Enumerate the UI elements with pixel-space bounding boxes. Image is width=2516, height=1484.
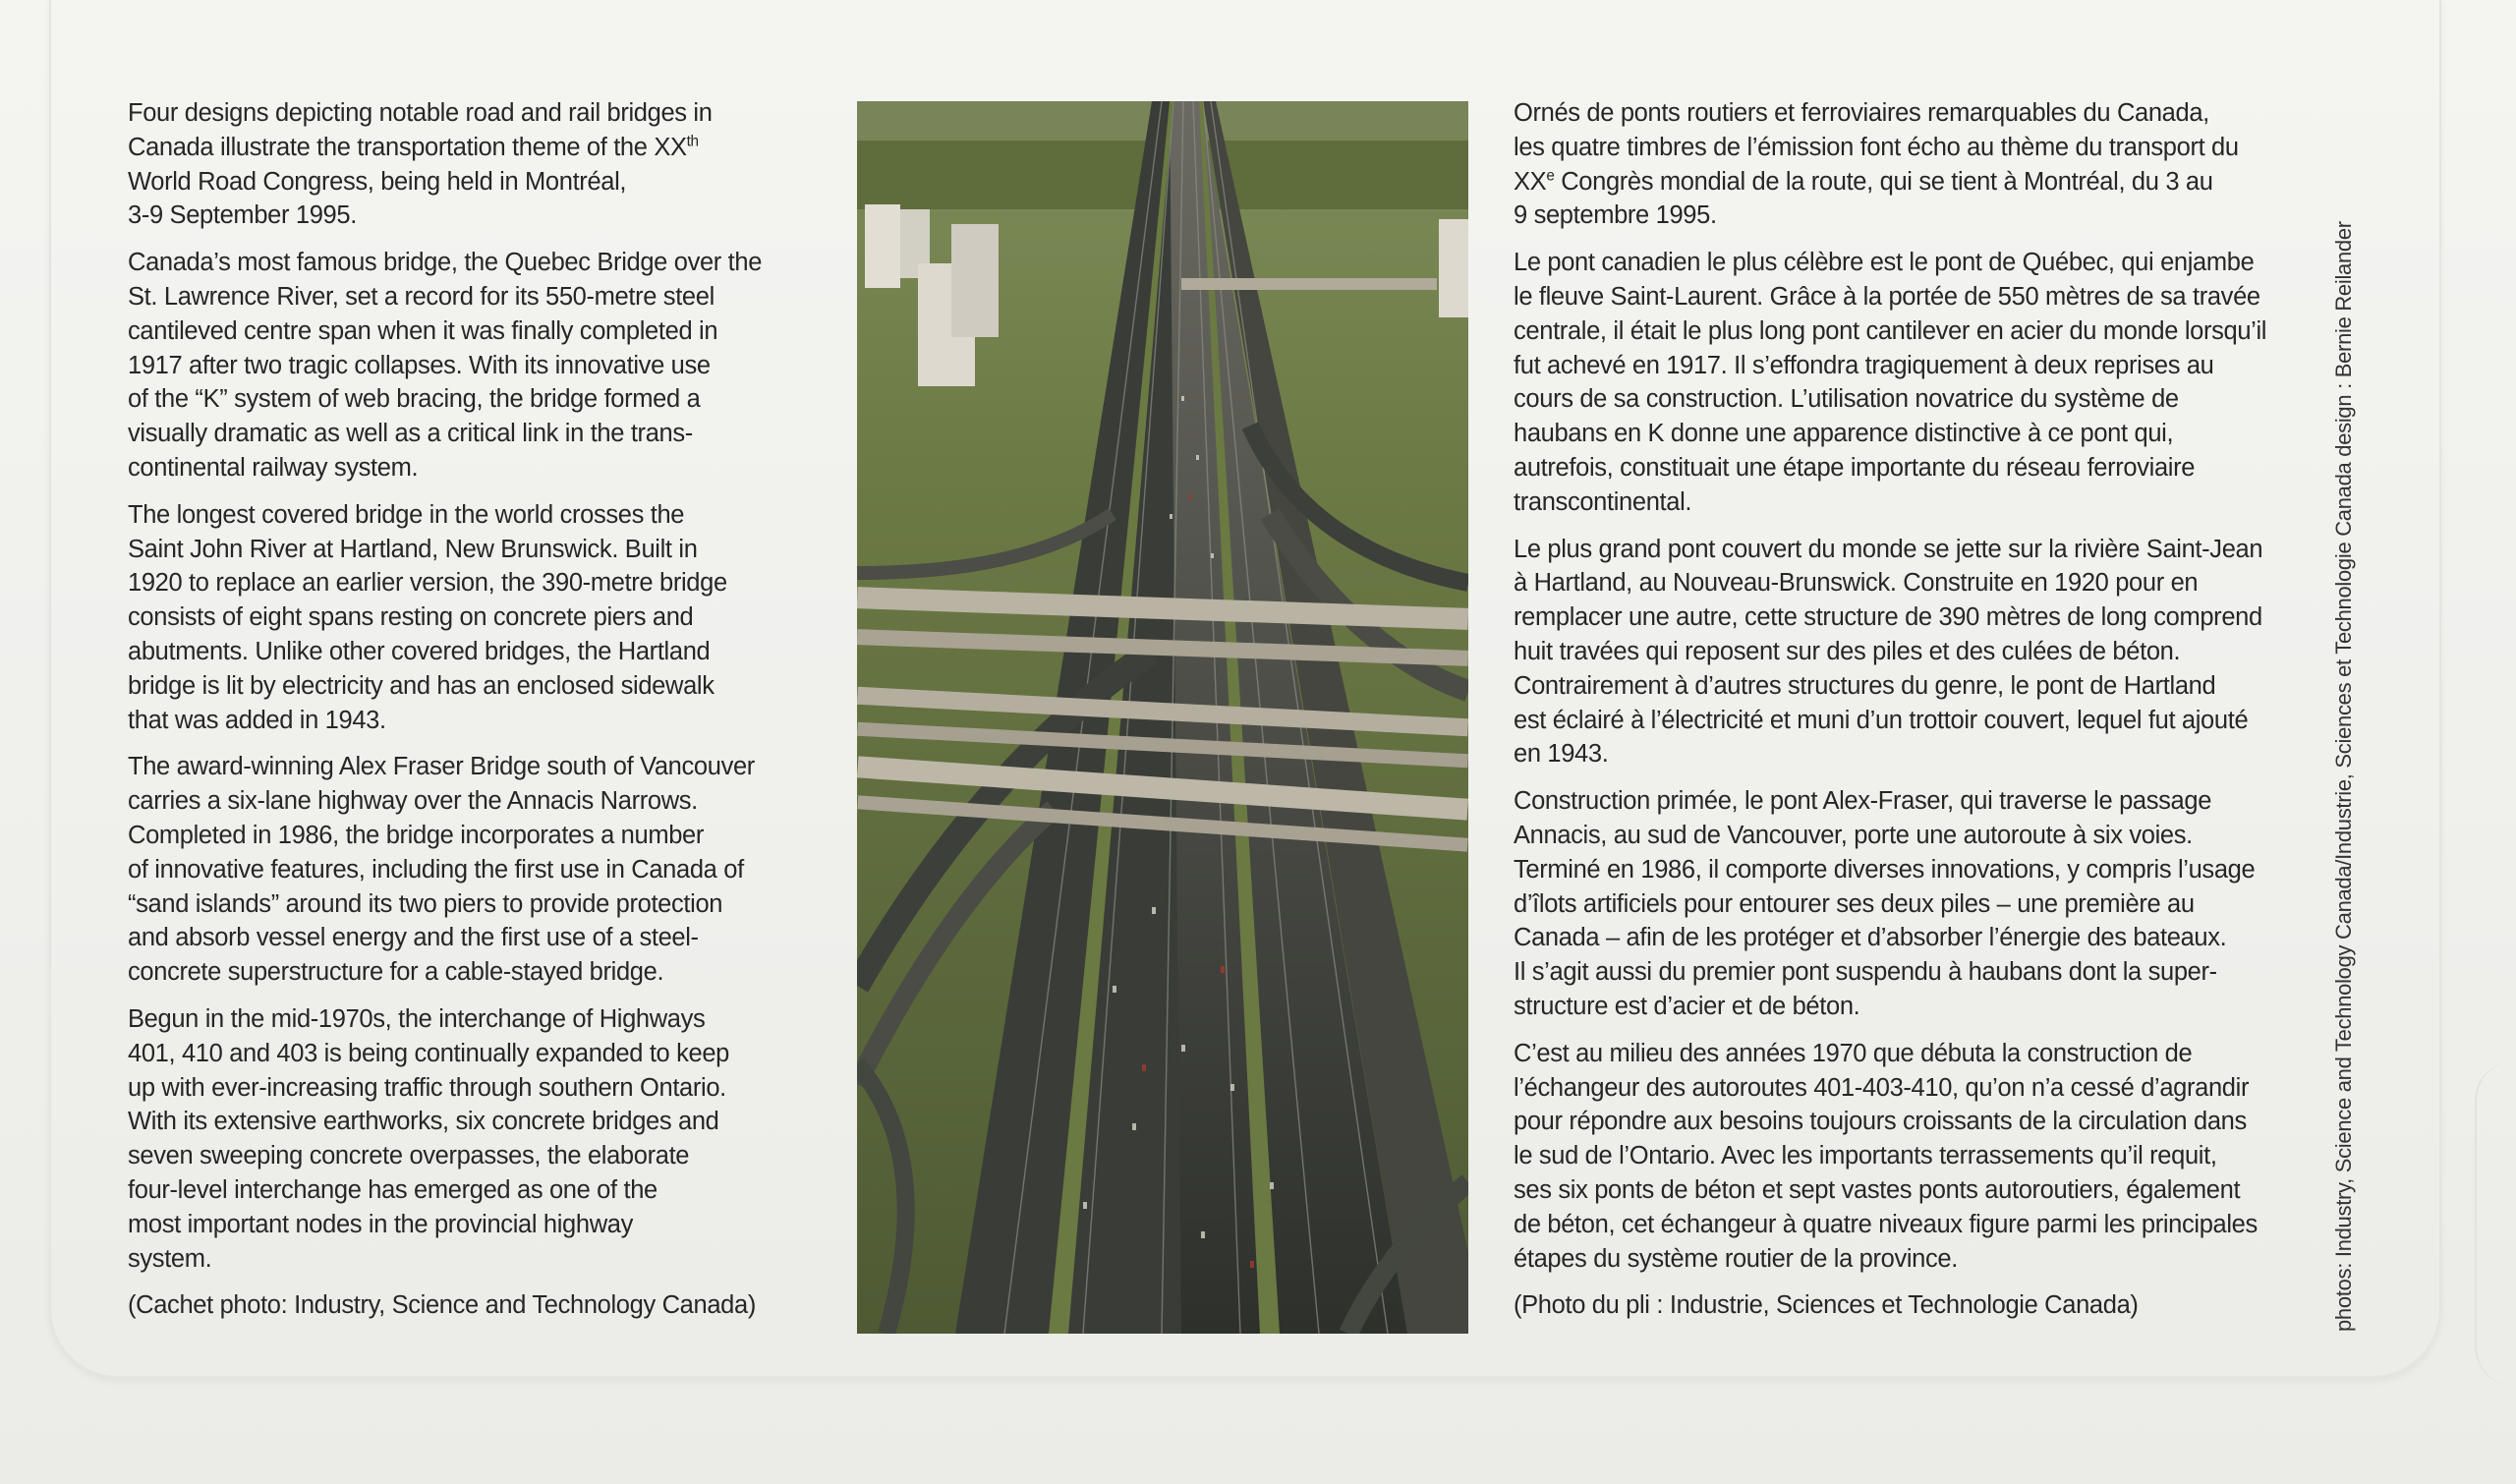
french-intro-text-a: Ornés de ponts routiers et ferroviaires remarquables du Canada, les quatre timbres de l’émission font écho au thème du transport du XX [1514,99,2239,196]
highway-interchange-photo [857,101,1468,1334]
photo-design-credit: photos: Industry, Science and Technology Canada/Industrie, Sciences et Technologie Canada design : Bernie Reilander [2331,221,2356,1332]
french-column [1514,96,2359,1336]
english-photo-caption: (Cachet photo: Industry, Science and Technology Canada) [128,1291,756,1320]
english-paragraph-quebec-bridge: Canada’s most famous bridge, the Quebec Bridge over the St. Lawrence River, set a record for its 550-metre steel cantileved centre span when it was finally completed in 1917 after two tragic collapses. With its innovative use of the “K” system of web bracing, the bridge formed a visually dramatic as well as a critical link in the trans- continental railway system. [128,249,763,482]
english-intro-superscript: th [686,133,699,150]
english-paragraph-alex-fraser-bridge: The award-winning Alex Fraser Bridge south of Vancouver carries a six-lane highway over the Annacis Narrows. Completed in 1986, the bridge incorporates a number of innovative features, including the first use in Canada of “sand islands” around its two piers to provide protection and absorb vessel energy and the first use of a steel- concrete superstructure for a cable-stayed bridge. [128,753,755,987]
french-paragraph-pont-hartland: Le plus grand pont couvert du monde se jette sur la rivière Saint-Jean à Hartland, au Nouveau-Brunswick. Construite en 1920 pour en remplacer une autre, cette structure de 390 mètres de long comprend huit travées qui reposent sur des piles et des culées de béton. Contrairement à d’autres structures du genre, le pont de Hartland est éclairé à l’électricité et muni d’un trottoir couvert, lequel fut ajouté en 1943. [1514,535,2263,769]
english-column [128,96,830,1336]
french-paragraph-intro [1514,96,2359,233]
english-paragraph-interchange: Begun in the mid-1970s, the interchange of Highways 401, 410 and 403 is being continually expanded to keep up with ever-increasing traffic through southern Ontario. With its extensive earthworks, six concrete bridges and seven sweeping concrete overpasses, the elaborate four-level interchange has emerged as one of the most important nodes in the provincial highway system. [128,1004,730,1273]
envelope-side-flap [2475,1061,2516,1386]
french-intro-superscript: e [1546,167,1555,185]
interchange-illustration [857,101,1468,1334]
french-paragraph-pont-alex-fraser: Construction primée, le pont Alex-Fraser, qui traverse le passage Annacis, au sud de Vancouver, porte une autoroute à six voies. Terminé en 1986, il comporte diverses innovations, y compris l’usage d’îlots artificiels pour entourer ses deux piles – une première au Canada – afin de les protéger et d’absorber l’énergie des bateaux. Il s’agit aussi du premier pont suspendu à haubans dont la super- structure est d’acier et de béton. [1514,787,2256,1020]
english-intro-text-b: World Road Congress, being held in Montréal, 3-9 September 1995. [128,167,627,230]
french-intro-text-b: Congrès mondial de la route, qui se tient à Montréal, du 3 au 9 septembre 1995. [1514,167,2213,230]
french-photo-caption: (Photo du pli : Industrie, Sciences et Technologie Canada) [1514,1291,2139,1320]
french-paragraph-pont-quebec: Le pont canadien le plus célèbre est le pont de Québec, qui enjambe le fleuve Saint-Laurent. Grâce à la portée de 550 mètres de sa travée centrale, il était le plus long pont cantilever en acier du monde lorsqu’il fut achevé en 1917. Il s’effondra tragiquement à deux reprises au cours de sa construction. L’utilisation novatrice du système de haubans en K donne une apparence distinctive à ce pont qui, autrefois, constituait une étape importante du réseau ferroviaire transcontinental. [1514,249,2267,516]
english-paragraph-intro [128,96,830,233]
english-paragraph-hartland-bridge: The longest covered bridge in the world crosses the Saint John River at Hartland, New Brunswick. Built in 1920 to replace an earlier version, the 390-metre bridge consists of eight spans resting on concrete piers and abutments. Unlike other covered bridges, the Hartland bridge is lit by electricity and has an enclosed sidewalk that was added in 1943. [128,500,727,734]
english-intro-text-a: Four designs depicting notable road and rail bridges in Canada illustrate the transportation theme of the XX [128,99,713,161]
french-paragraph-echangeur: C’est au milieu des années 1970 que débuta la construction de l’échangeur des autoroutes 401-403-410, qu’on n’a cessé d’agrandir pour répondre aux besoins toujours croissants de la circulation dans le sud de l’Ontario. Avec les importants terrassements qu’il requit, ses six ponts de béton et sept vastes ponts autoroutiers, également de béton, cet échangeur à quatre niveaux figure parmi les principales étapes du système routier de la province. [1514,1039,2258,1273]
